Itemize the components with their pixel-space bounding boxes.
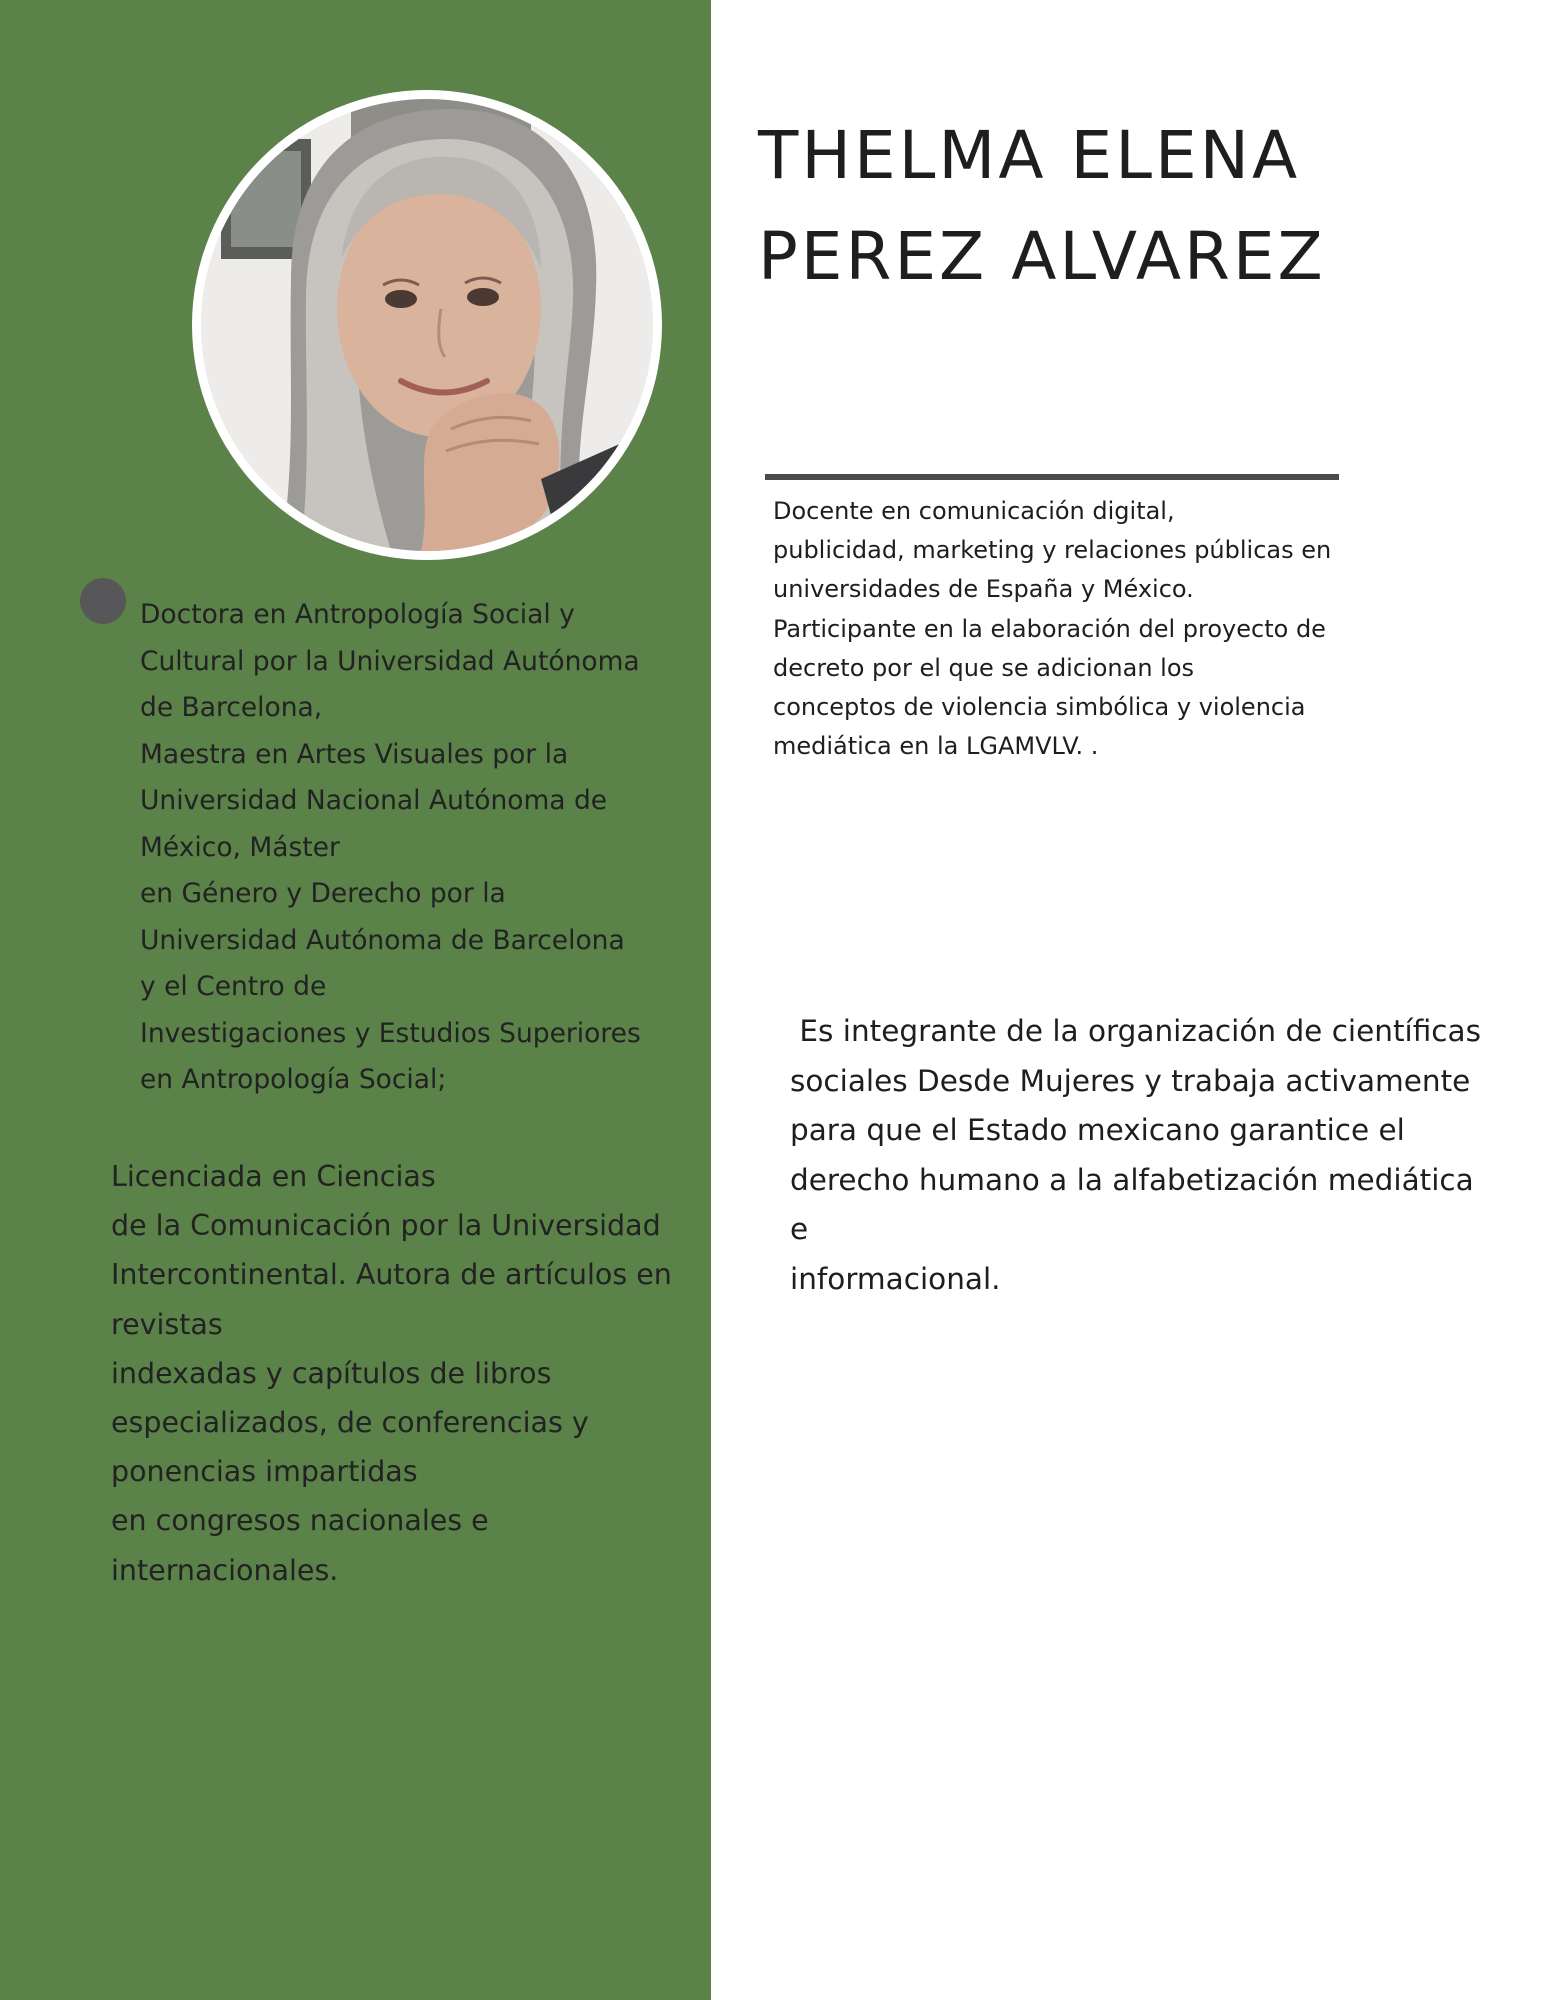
education-text (140, 592, 660, 1104)
licenciatura-text (111, 1152, 691, 1595)
name-line-first: THELMA ELENA (758, 117, 1301, 194)
education-line: México, Máster (140, 831, 340, 863)
licenciatura-line: de la Comunicación por la Universidad (111, 1209, 661, 1243)
section-divider (765, 474, 1339, 480)
education-line: Universidad Autónoma de Barcelona (140, 924, 625, 956)
education-line: en Género y Derecho por la (140, 878, 506, 909)
sidebar-panel (0, 0, 711, 2000)
education-line: Maestra en Artes Visuales por la (140, 738, 569, 770)
teaching-line: publicidad, marketing y relaciones públicas en (773, 536, 1332, 565)
teaching-line: universidades de España y México. (773, 575, 1194, 604)
licenciatura-line: indexadas y capítulos de libros (111, 1356, 552, 1390)
education-line: Cultural por la Universidad Autónoma (140, 645, 640, 677)
profile-name (758, 105, 1498, 307)
licenciatura-line: ponencias impartidas (111, 1455, 418, 1489)
teaching-text (773, 492, 1333, 766)
education-line: y el Centro de (140, 971, 327, 1002)
licenciatura-line: revistas (111, 1307, 223, 1341)
portrait-photo (201, 99, 653, 551)
licenciatura-line: especializados, de conferencias y (111, 1406, 589, 1440)
teaching-line: conceptos de violencia simbólica y violencia (773, 693, 1306, 722)
education-line: Doctora en Antropología Social y (140, 599, 575, 630)
name-line-last: PEREZ ALVAREZ (758, 218, 1326, 295)
licenciatura-line: Intercontinental. Autora de artículos en (111, 1258, 672, 1292)
organization-line: informacional. (790, 1261, 1001, 1296)
profile-photo-frame (192, 90, 662, 560)
bullet-dot-icon (80, 578, 126, 624)
licenciatura-line: en congresos nacionales e (111, 1504, 489, 1538)
teaching-line: Participante en la elaboración del proyecto de (773, 614, 1326, 643)
organization-line: para que el Estado mexicano garantice el (790, 1113, 1405, 1148)
education-line: en Antropología Social; (140, 1064, 447, 1095)
education-line: de Barcelona, (140, 692, 323, 723)
teaching-line: decreto por el que se adicionan los (773, 653, 1195, 682)
organization-text (790, 1007, 1490, 1305)
teaching-line: Docente en comunicación digital, (773, 497, 1175, 525)
portrait-illustration (201, 99, 653, 551)
organization-line: sociales Desde Mujeres y trabaja activamente (790, 1063, 1471, 1098)
education-line: Universidad Nacional Autónoma de (140, 785, 608, 816)
organization-line: Es integrante de la organización de científicas (790, 1014, 1481, 1048)
licenciatura-line: Licenciada en Ciencias (111, 1160, 436, 1193)
licenciatura-line: internacionales. (111, 1553, 339, 1587)
education-line: Investigaciones y Estudios Superiores (140, 1017, 641, 1049)
organization-line: derecho humano a la alfabetización mediática e (790, 1162, 1474, 1247)
teaching-line: mediática en la LGAMVLV. . (773, 732, 1099, 761)
